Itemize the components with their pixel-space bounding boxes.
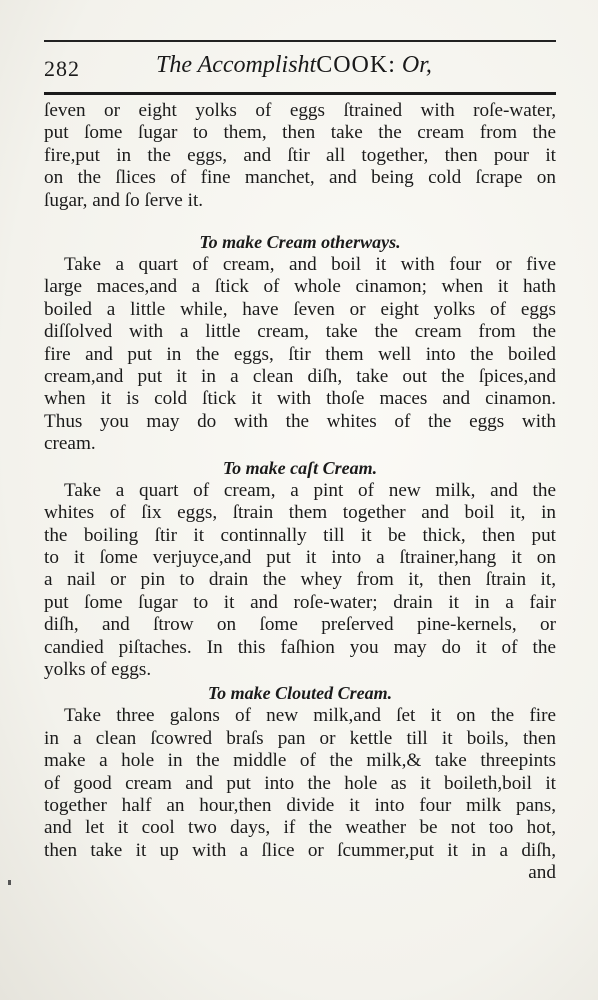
running-head-or: Or, bbox=[401, 52, 432, 78]
text-line: then take it up with a ſlice or ſcummer,put it in a diſh, bbox=[44, 839, 556, 861]
paragraph-continued bbox=[44, 100, 556, 212]
text-line: the boiling ſtir it continnally till it be thick, then put bbox=[44, 524, 556, 546]
page-body bbox=[44, 100, 556, 885]
text-line: together half an hour,then divide it into four milk pans, bbox=[44, 794, 556, 816]
recipe-heading: To make Cream otherways. bbox=[199, 232, 401, 253]
page-header bbox=[44, 48, 556, 88]
text-line: a nail or pin to drain the whey from it, then ſtrain it, bbox=[44, 569, 556, 591]
text-line: large maces,and a ſtick of whole cinamon; when it hath bbox=[44, 276, 556, 298]
text-line: ſeven or eight yolks of eggs ſtrained with roſe-water, bbox=[44, 100, 556, 121]
text-line: fire,put in the eggs, and ſtir all together, then pour it bbox=[44, 144, 556, 166]
text-line: fire and put in the eggs, ſtir them well into the boiled bbox=[44, 343, 556, 365]
text-line: make a hole in the middle of the milk,& take threepints bbox=[44, 750, 556, 772]
recipe-heading: To make Clouted Cream. bbox=[207, 683, 393, 704]
text-line: when it is cold ſtick it with thoſe maces and cinamon. bbox=[44, 388, 556, 410]
text-line: diſſolved with a little cream, take the cream from the bbox=[44, 321, 556, 343]
page-number: 282 bbox=[44, 56, 80, 81]
running-head bbox=[156, 52, 432, 79]
text-line: of good cream and put into the hole as it boileth,boil it bbox=[44, 772, 556, 794]
recipe-heading: To make caſt Cream. bbox=[222, 457, 378, 478]
text-line: cream,and put it in a clean diſh, take out the ſpices,and bbox=[44, 366, 556, 388]
recipe-paragraph bbox=[44, 705, 556, 884]
text-line: put ſome ſugar to them, then take the cream from the bbox=[44, 122, 556, 144]
running-head-title: The Accomplisht bbox=[156, 52, 317, 78]
text-line: yolks of eggs. bbox=[44, 658, 152, 680]
text-line: ſugar, and ſo ſerve it. bbox=[44, 189, 204, 211]
text-line: boiled a little while, have ſeven or eight yolks of eggs bbox=[44, 298, 556, 320]
text-line: cream. bbox=[44, 433, 96, 455]
header-rule bbox=[44, 92, 556, 95]
recipe-paragraph bbox=[44, 480, 556, 682]
recipe-paragraph bbox=[44, 254, 556, 456]
running-head-cook: COOK: bbox=[316, 52, 396, 78]
text-line: in a clean ſcowred braſs pan or kettle till it boils, then bbox=[44, 727, 556, 749]
text-line: Take a quart of cream, a pint of new milk, and the bbox=[64, 479, 556, 501]
text-line: Take a quart of cream, and boil it with four or five bbox=[64, 254, 556, 276]
text-line: whites of ſix eggs, ſtrain them together and boil it, in bbox=[44, 502, 556, 524]
text-line: on the ſlices of fine manchet, and being cold ſcrape on bbox=[44, 167, 556, 189]
text-line: candied piſtaches. In this faſhion you may do it of the bbox=[44, 636, 556, 658]
ink-speck bbox=[8, 880, 11, 885]
header-top-rule bbox=[44, 40, 556, 42]
text-line: and let it cool two days, if the weather be not too hot, bbox=[44, 817, 556, 839]
catchword: and bbox=[528, 862, 556, 884]
text-line: diſh, and ſtrow on ſome preſerved pine-kernels, or bbox=[44, 614, 556, 636]
text-line: to it ſome verjuyce,and put it into a ſtrainer,hang it on bbox=[44, 546, 556, 568]
text-line: put ſome ſugar to it and roſe-water; drain it in a fair bbox=[44, 591, 556, 613]
text-line: Take three galons of new milk,and ſet it on the fire bbox=[64, 705, 556, 727]
text-line: Thus you may do with the whites of the eggs with bbox=[44, 410, 556, 432]
